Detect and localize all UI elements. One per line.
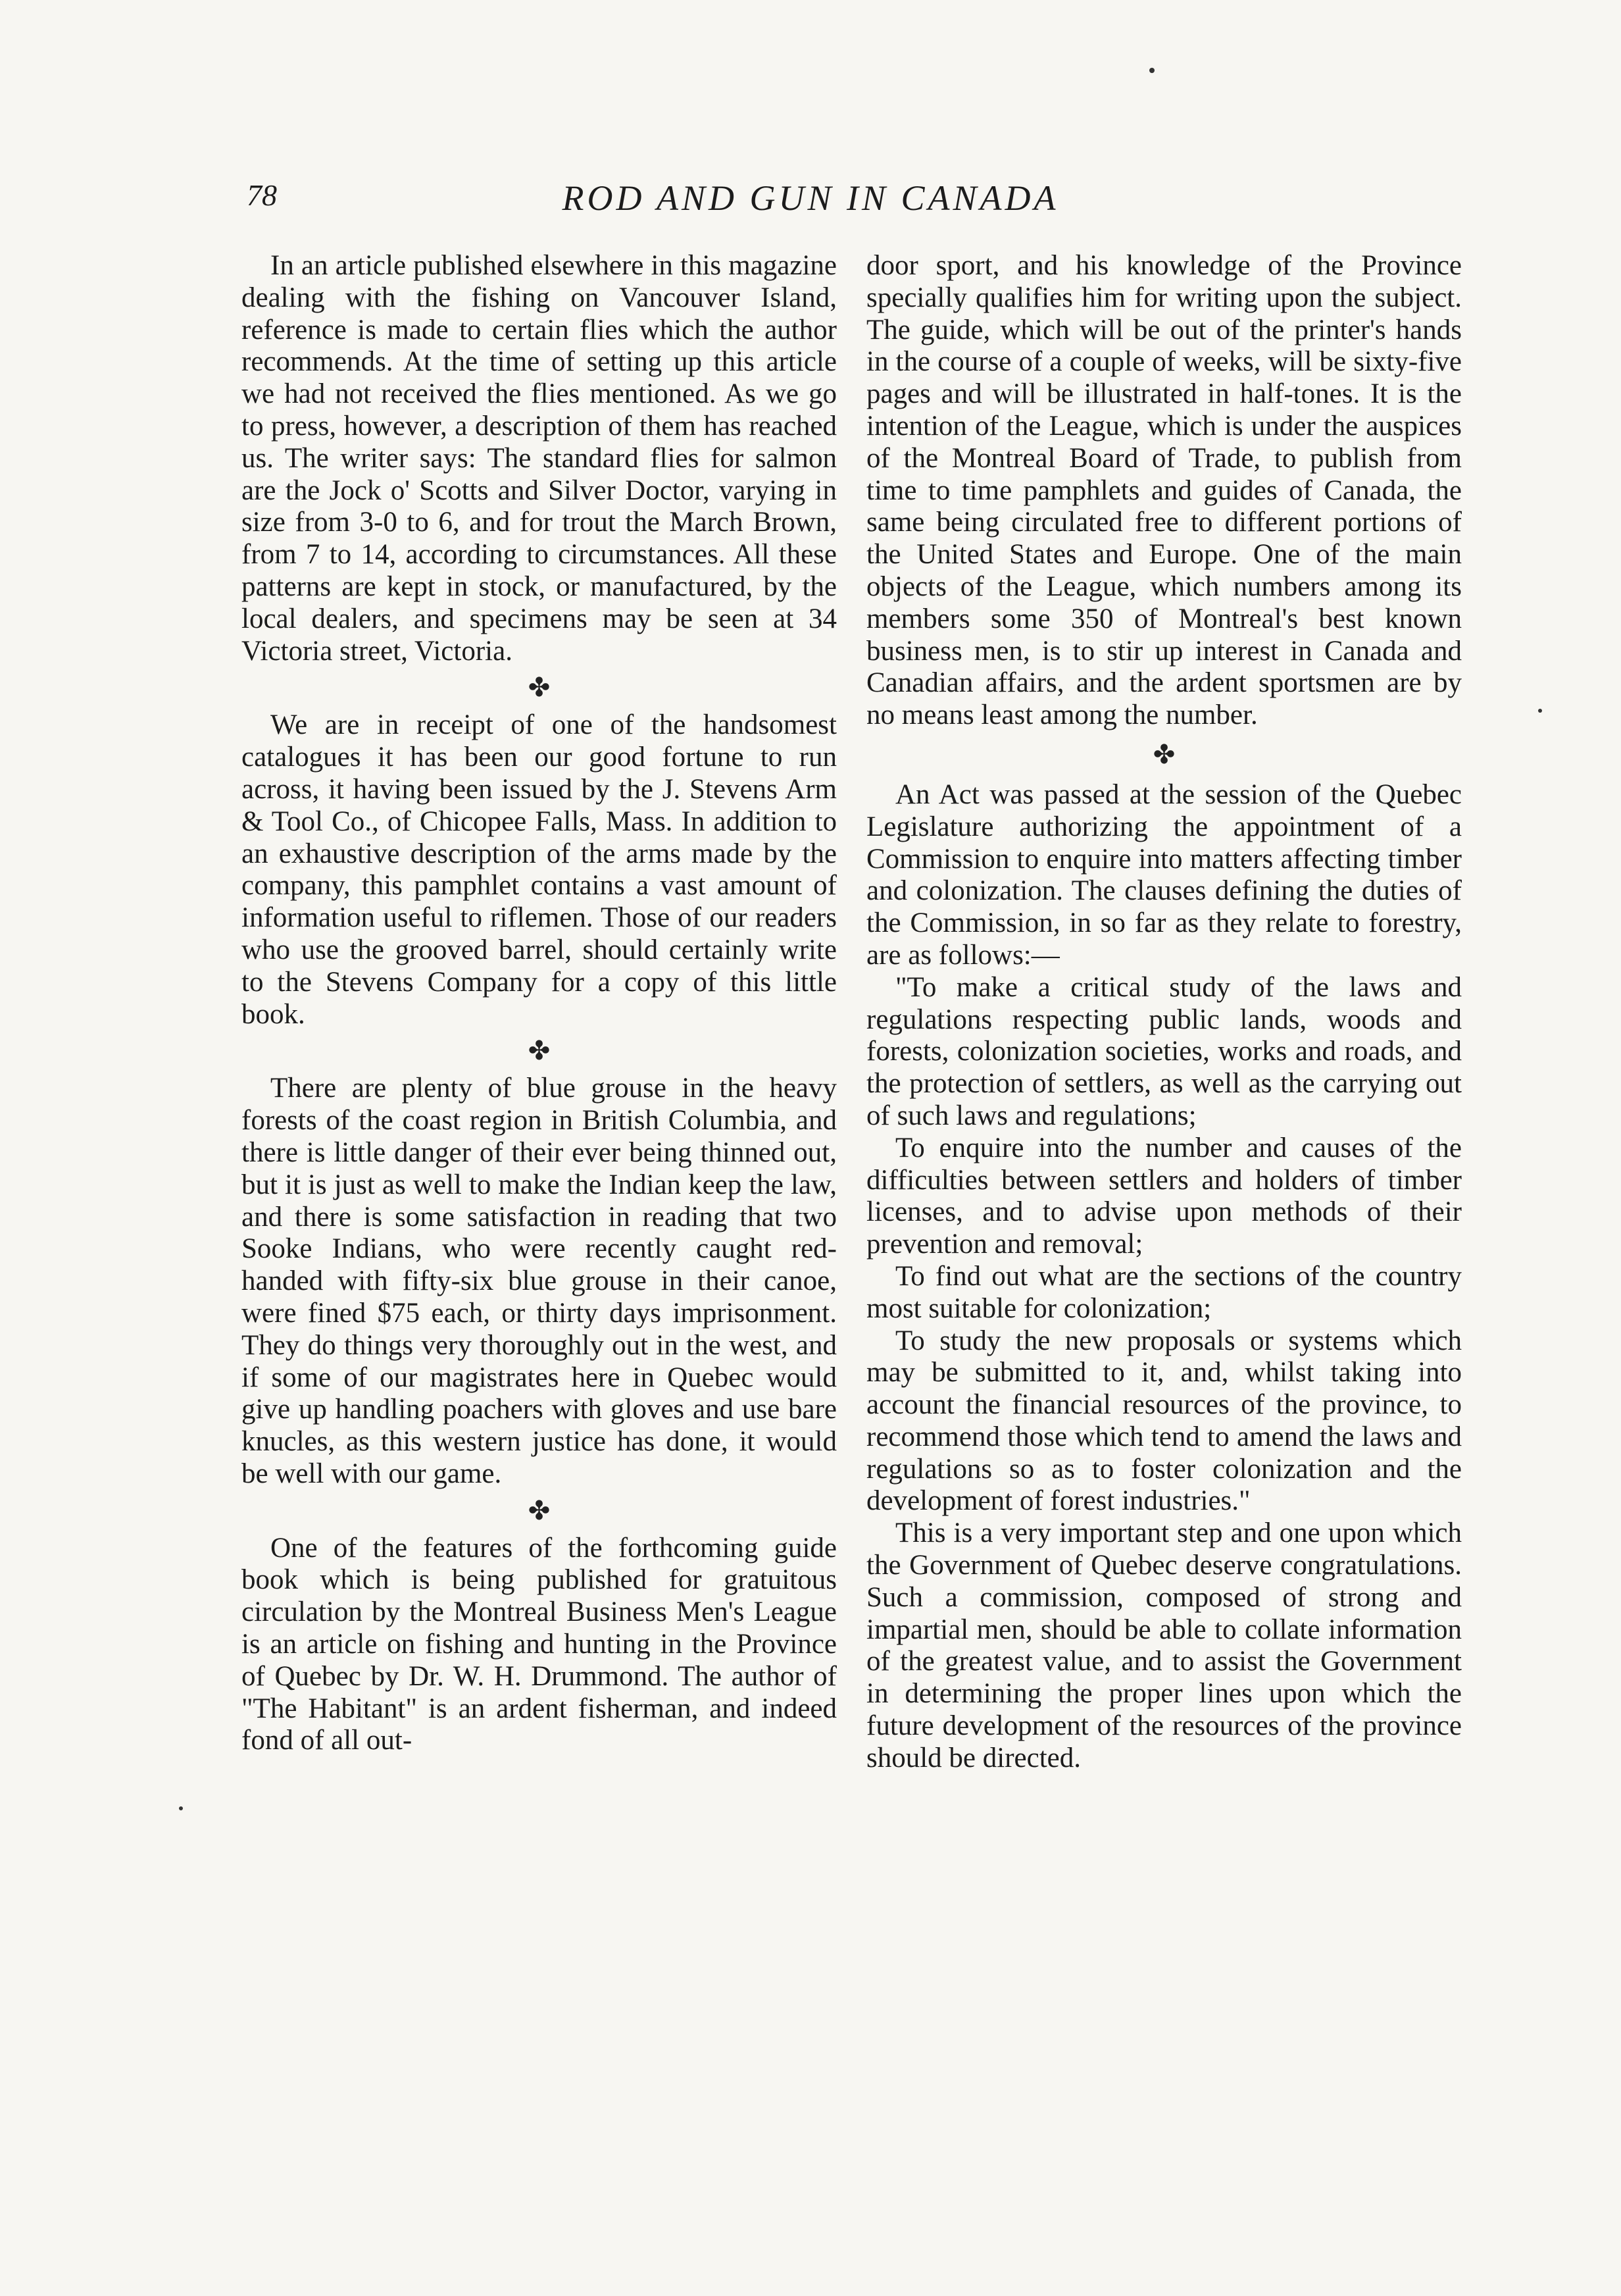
running-title: ROD AND GUN IN CANADA [562, 178, 1059, 218]
article-paragraph: We are in receipt of one of the handsomest catalogues it has been our good fortune to run across, it having been issued by the J. Stevens Arm & Tool Co., of Chicopee Falls, Mass. In addition to an exhaustive description of the arms made by the company, this pamphlet contains a vast amount of information useful to riflemen. Those of our readers who use the grooved barrel, should certainly write to the Stevens Company for a copy of this little book. [241, 709, 837, 1030]
left-column [241, 250, 837, 1757]
ornament-fleuron-icon: ✤ [1153, 739, 1176, 769]
right-column [866, 250, 1462, 1775]
ornament-fleuron-icon: ✤ [528, 1495, 551, 1525]
ornament-fleuron-icon: ✤ [528, 1036, 551, 1066]
page-number: 78 [247, 178, 277, 212]
commission-clause: To find out what are the sections of the country most suitable for colonization; [866, 1260, 1462, 1324]
page-header [0, 178, 1621, 230]
page-speck [1149, 68, 1155, 73]
article-continuation: door sport, and his knowledge of the Province specially qualifies him for writing upon the subject. The guide, which will be out of the printer's hands in the course of a couple of weeks, will be sixty-five pages and will be illustrated in half-tones. It is the intention of the League, which is under the auspices of the Montreal Board of Trade, to publish from time to time pamphlets and guides of Canada, the same being circulated free to different portions of the United States and Europe. One of the main objects of the League, which numbers among its members some 350 of Montreal's best known business men, is to stir up interest in Canada and Canadian affairs, and the ardent sportsmen are by no means least among the number. [866, 250, 1462, 731]
page-speck [179, 1806, 183, 1810]
article-paragraph: An Act was passed at the session of the Quebec Legislature authorizing the appointment of a Commission to enquire into matters affecting timber and colonization. The clauses defining the duties of the Commission, in so far as they relate to forestry, are as follows:— [866, 778, 1462, 971]
commission-clause: To enquire into the number and causes of the difficulties between settlers and holders of timber licenses, and to advise upon methods of their prevention and removal; [866, 1132, 1462, 1260]
article-paragraph: There are plenty of blue grouse in the heavy forests of the coast region in British Columbia, and there is little danger of their ever being thinned out, but it is just as well to make the Indian keep the law, and there is some satisfaction in reading that two Sooke Indians, who were recently caught red-handed with fifty-six blue grouse in their canoe, were fined $75 each, or thirty days imprisonment. They do things very thoroughly out in the west, and if some of our magistrates here in Quebec would give up handling poachers with gloves and use bare knucles, as this western justice has done, it would be well with our game. [241, 1073, 837, 1489]
ornament-fleuron-icon: ✤ [528, 673, 551, 703]
page-speck [1538, 709, 1542, 713]
article-paragraph: This is a very important step and one upon which the Government of Quebec deserve congratulations. Such a commission, composed of strong and impartial men, should be able to collate information of the greatest value, and to assist the Government in determining the proper lines upon which the future development of the resources of the province should be directed. [866, 1518, 1462, 1773]
commission-clause: "To make a critical study of the laws and regulations respecting public lands, woods and forests, colonization societies, works and roads, and the protection of settlers, as well as the carrying out of such laws and regulations; [866, 971, 1462, 1131]
commission-clause: To study the new proposals or systems which may be submitted to it, and, whilst taking into account the financial resources of the province, to recommend those which tend to amend the laws and regulations so as to foster colonization and the development of forest industries." [866, 1325, 1462, 1517]
article-paragraph: In an article published elsewhere in this magazine dealing with the fishing on Vancouver Island, reference is made to certain flies which the author recommends. At the time of setting up this article we had not received the flies mentioned. As we go to press, however, a description of them has reached us. The writer says: The standard flies for salmon are the Jock o' Scotts and Silver Doctor, varying in size from 3-0 to 6, and for trout the March Brown, from 7 to 14, according to circumstances. All these patterns are kept in stock, or manufactured, by the local dealers, and specimens may be seen at 34 Victoria street, Victoria. [241, 250, 837, 667]
article-paragraph: One of the features of the forthcoming guide book which is being published for gratuitous circulation by the Montreal Business Men's League is an article on fishing and hunting in the Province of Quebec by Dr. W. H. Drummond. The author of "The Habitant" is an ardent fisherman, and indeed fond of all out- [241, 1532, 837, 1756]
